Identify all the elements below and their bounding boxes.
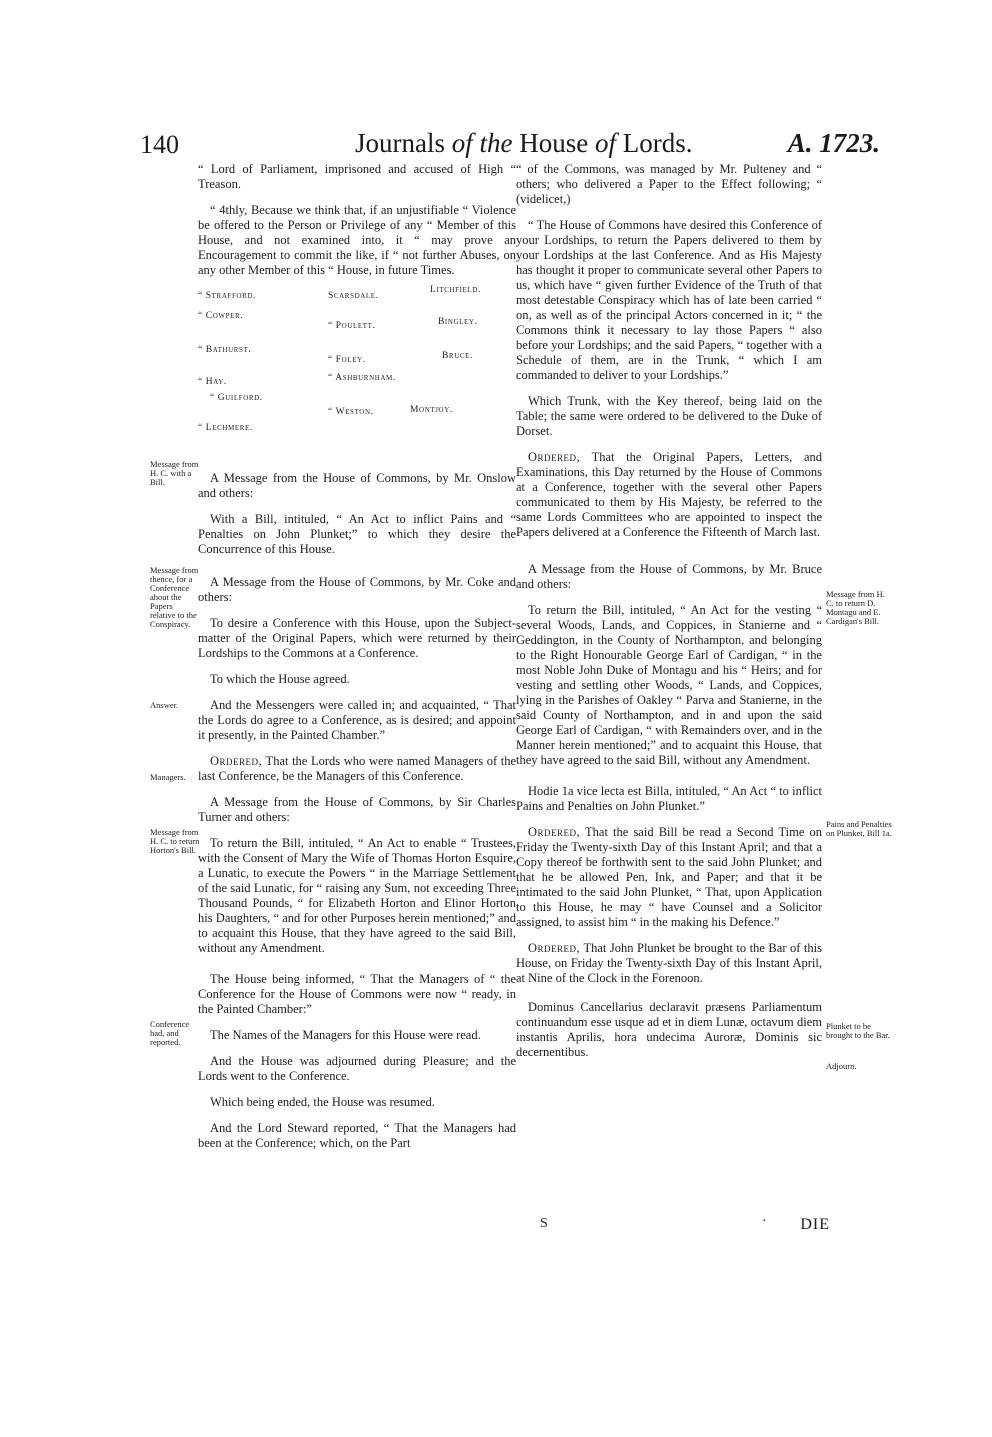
signature: Bingley. — [438, 317, 478, 327]
signature: “ Lechmere. — [198, 423, 253, 433]
signature: “ Cowper. — [198, 311, 244, 321]
paragraph: Ordered, That the Original Papers, Letters, and Examinations, this Day returned by the House of Commons at a Conference, together with the several other Papers communicated to them by His Majesty, be referred to the same Lords Committees who are appointed to inspect the Papers delivered at a Conference the Fifteenth of March last. — [516, 450, 822, 539]
paragraph: The Names of the Managers for this House were read. — [210, 1028, 481, 1042]
signature-list — [198, 285, 516, 509]
signature: “ Guilford. — [210, 393, 263, 403]
signature: Bruce. — [442, 351, 473, 361]
margin-note: Adjourn. — [826, 1061, 857, 1071]
paragraph: “ The House of Commons have desired this Conference of your Lordships, to return the Papers delivered to them by your Lordships at the last Conference. And as His Majesty has thought it proper to communicate several other Papers to us, which have “ given further Evidence of the Truth of that most detestable Conspiracy which has of late been carried “ on, as well as of the principal Actors concerned in it; “ the Commons think it necessary to lay those Papers “ also before your Lordships; and the said Papers, “ together with a Schedule of them, are in the Trunk, “ which I am commanded to deliver to your Lordships.” — [516, 218, 822, 382]
signature: Montjoy. — [410, 405, 453, 415]
page-number: 140 — [140, 130, 179, 159]
margin-note: Conference had, and reported. — [150, 1019, 190, 1047]
paragraph: Which Trunk, with the Key thereof, being laid on the Table; the same were ordered to be delivered to the Duke of Dorset. — [516, 394, 822, 438]
signature: Scarsdale. — [328, 291, 379, 301]
paragraph: To which the House agreed. — [210, 672, 350, 686]
paragraph: And the House was adjourned during Pleasure; and the Lords went to the Conference. — [198, 1054, 516, 1083]
signature: “ Ashburnham. — [328, 373, 396, 383]
margin-note: Managers. — [150, 772, 186, 782]
signature: “ Bathurst. — [198, 345, 252, 355]
margin-note: Answer. — [150, 700, 179, 710]
margin-note: Message from H. C. to return D. Montagu and E. Cardigan's Bill. — [826, 589, 885, 626]
signature: “ Strafford. — [198, 291, 257, 301]
paragraph: To return the Bill, intituled, “ An Act to enable “ Trustees, with the Consent of Mary the Wife of Thomas Horton Esquire, a Lunatic, to execute the Powers “ in the Marriage Settlement of the said Lunatic, for “ raising any Sum, not exceeding Three Thousand Pounds, “ for Elizabeth Horton and Elinor Horton his Daughters, “ and for other Purposes herein mentioned;” and to acquaint this House, that they have agreed to the said Bill, without any Amendment. — [198, 836, 516, 955]
paragraph: Ordered, That the said Bill be read a Second Time on Friday the Twenty-sixth Day of this Instant April; and that a Copy thereof be forthwith sent to the said John Plunket; and that he be allowed Pen, Ink, and Paper; and that it be intimated to the said John Plunket, “ That, upon Application to this House, he may “ have Counsel and a Solicitor assigned, to assist him “ in the making his Defence.” — [516, 825, 822, 929]
paragraph: To desire a Conference with this House, upon the Subject-matter of the Original Papers, which were returned by their Lordships to the Commons at a Conference. — [198, 616, 516, 660]
paragraph: A Message from the House of Commons, by Mr. Coke and others: — [198, 575, 516, 604]
running-title: Journals of the House of Lords. — [355, 128, 693, 158]
paragraph: Dominus Cancellarius declaravit præsens Parliamentum continuandum esse usque ad et in diem Lunæ, octavum diem instantis Aprilis, hora undecima Auroræ, Dominis sic decernentibus. — [516, 1000, 822, 1059]
paragraph: The House being informed, “ That the Managers of “ the Conference for the House of Commons were now “ ready, in the Painted Chamber:” — [198, 972, 516, 1016]
signature: “ Weston. — [328, 407, 374, 417]
paragraph: Ordered, That John Plunket be brought to the Bar of this House, on Friday the Twenty-sixth Day of this Instant April, at Nine of the Clock in the Forenoon. — [516, 941, 822, 985]
right-column — [516, 162, 822, 1071]
paragraph: And the Messengers were called in; and acquainted, “ That the Lords do agree to a Conference, as is desired; and appoint it presently, in the Painted Chamber.” — [198, 698, 516, 742]
paragraph: “ of the Commons, was managed by Mr. Pulteney and “ others; who delivered a Paper to the Effect following; “ (videlicet,) — [516, 162, 822, 206]
paragraph: “ Lord of Parliament, imprisoned and accused of High “ Treason. — [198, 162, 516, 191]
paragraph: A Message from the House of Commons, by Mr. Onslow and others: — [198, 471, 516, 500]
paragraph: To return the Bill, intituled, “ An Act for the vesting “ several Woods, Lands, and Coppices, in Stanierne and “ Geddington, in the County of Northampton, and belonging to the Right Honourable George Earl of Cardigan, “ in the most Noble John Duke of Montagu and his “ Heirs; and for vesting and settling other Woods, “ Lands, and Coppices, lying in the Parishes of Oakley “ Parva and Stanierne, in the said County of Northampton, and in and upon the said George Earl of Cardigan, “ with Remainders over, and in the Manner herein mentioned;” and to acquaint this House, that they have agreed to the said Bill, without any Amendment. — [516, 603, 822, 767]
margin-note: Pains and Penalties on Plunket, Bill 1a. — [826, 819, 892, 838]
signature: “ Hay. — [198, 377, 227, 387]
paragraph: And the Lord Steward reported, “ That the Managers had been at the Conference; which, on the Part — [198, 1121, 516, 1150]
paragraph: Hodie 1a vice lecta est Billa, intituled, “ An Act “ to inflict Pains and Penalties on John Plunket.” — [516, 784, 822, 813]
paragraph: “ 4thly, Because we think that, if an unjustifiable “ Violence be offered to the Person or Privilege of any “ Member of this House, and not examined into, it “ may prove an Encouragement to commit the like, if “ not further Abuses, on any other Member of this “ House, in future Times. — [198, 203, 516, 277]
paragraph: With a Bill, intituled, “ An Act to inflict Pains and “ Penalties on John Plunket;” to which they desire the Concurrence of this House. — [198, 512, 516, 556]
signature-mark: S — [540, 1216, 548, 1231]
signature: “ Foley. — [328, 355, 366, 365]
margin-note: Message from H. C. to return Horton's Bill. — [150, 827, 200, 855]
margin-note: Plunket to be brought to the Bar. — [826, 1021, 890, 1040]
signature: “ Poulett. — [328, 321, 376, 331]
margin-note: Message from thence, for a Conference about the Papers relative to the Conspiracy. — [150, 565, 199, 629]
left-column — [198, 162, 516, 1162]
footer-dot: · — [762, 1214, 767, 1229]
paragraph: A Message from the House of Commons, by Mr. Bruce and others: — [516, 562, 822, 591]
signature: Litchfield. — [430, 285, 481, 295]
catchword: DIE — [800, 1216, 830, 1233]
paragraph: A Message from the House of Commons, by Sir Charles Turner and others: — [198, 795, 516, 824]
running-year: A. 1723. — [787, 128, 880, 158]
paragraph: Ordered, That the Lords who were named Managers of the last Conference, be the Managers of this Conference. — [198, 754, 516, 783]
paragraph: Which being ended, the House was resumed. — [210, 1095, 435, 1109]
margin-note: Message from H. C. with a Bill. — [150, 459, 199, 487]
